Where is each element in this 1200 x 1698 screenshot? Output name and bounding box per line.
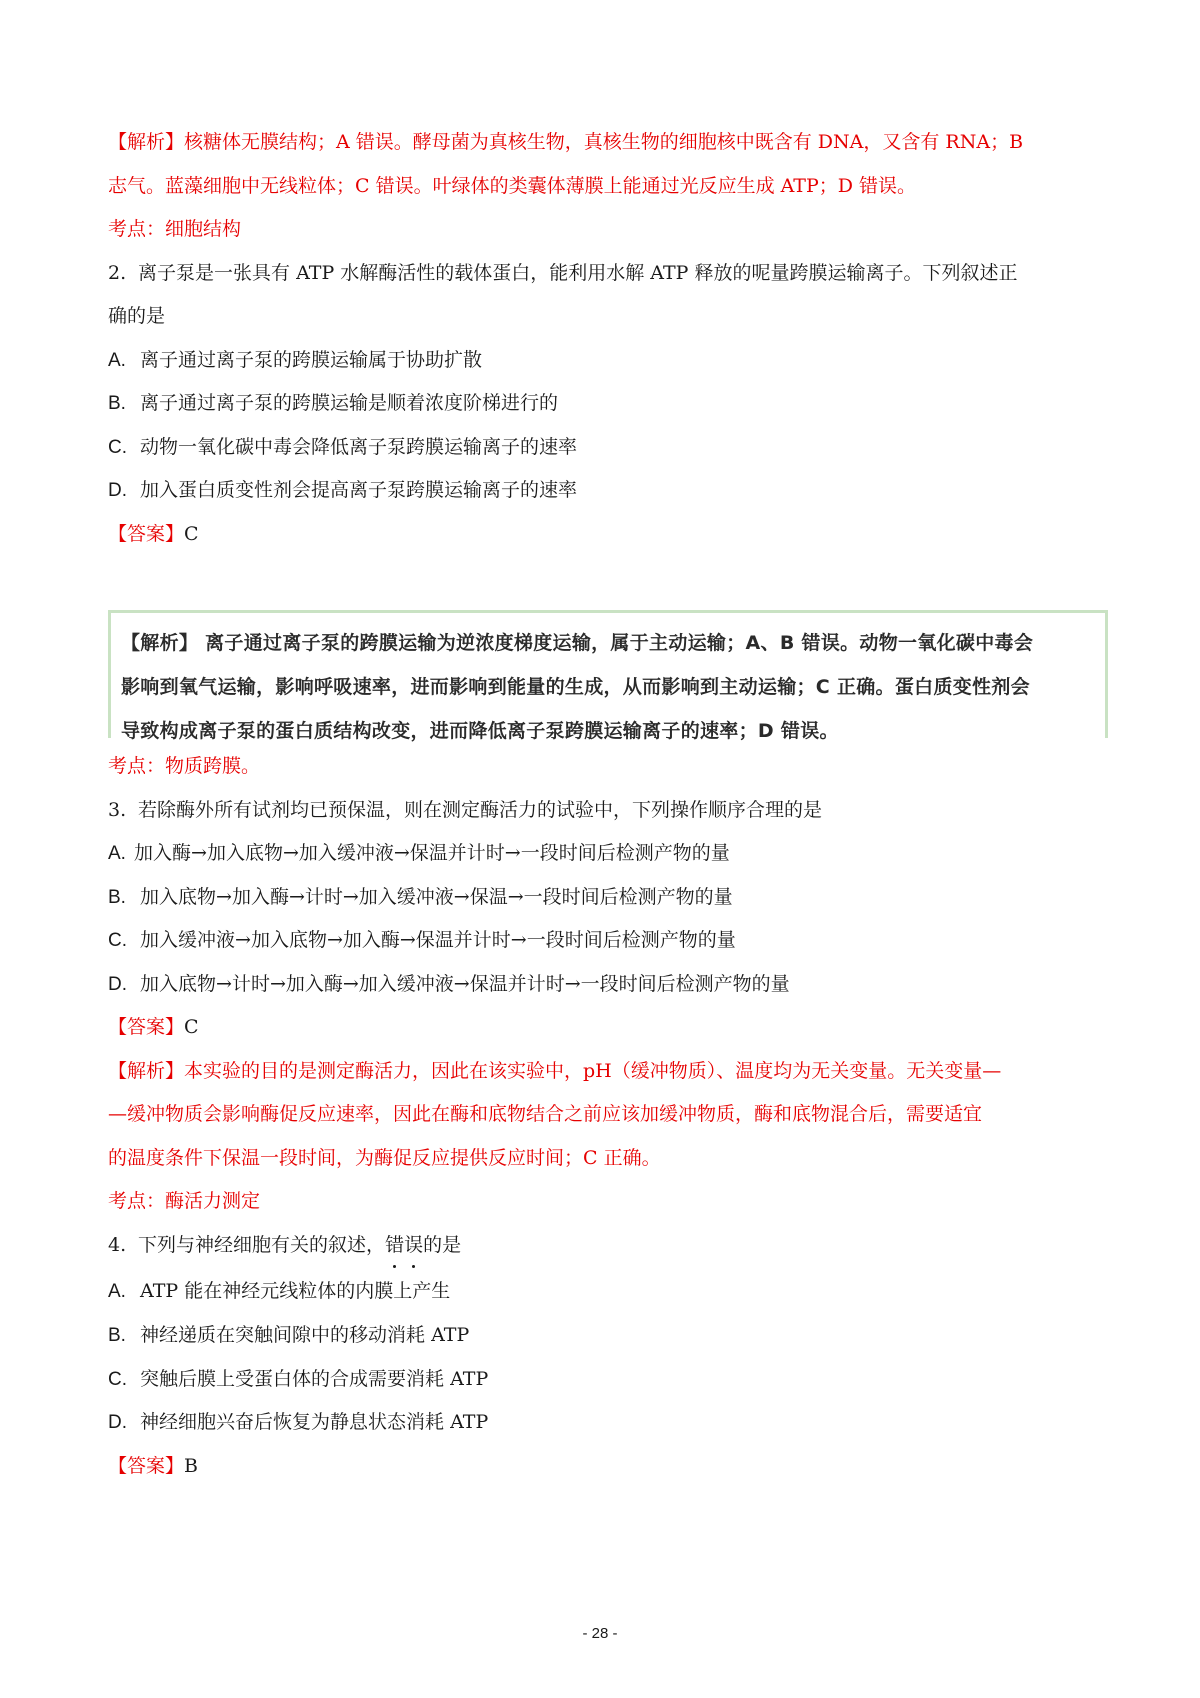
emphasis-char: 误 xyxy=(404,1231,423,1259)
q2-option-b xyxy=(108,389,1108,418)
q3-number: 3. xyxy=(108,799,127,821)
answer-label: 【答案】 xyxy=(108,1455,185,1477)
q2-stem-line-1 xyxy=(108,259,1108,287)
page-number: - 28 - xyxy=(582,1625,618,1642)
option-text: 加入酶→加入底物→加入缓冲液→保温并计时→一段时间后检测产物的量 xyxy=(134,842,730,864)
option-letter: C. xyxy=(108,930,127,951)
q3-stem xyxy=(108,796,1108,824)
option-text: 加入底物→计时→加入酶→加入缓冲液→保温并计时→一段时间后检测产物的量 xyxy=(140,973,790,995)
option-letter: D. xyxy=(108,480,127,501)
q3-answer xyxy=(108,1013,1108,1041)
q4-stem xyxy=(108,1231,1108,1259)
q3-analysis-line-3: 的温度条件下保温一段时间，为酶促反应提供反应时间；C 正确。 xyxy=(108,1147,661,1169)
q2-number: 2. xyxy=(108,262,127,284)
q4-option-b xyxy=(108,1321,1108,1350)
answer-value: C xyxy=(184,1016,199,1038)
q1-analysis-line-1: 【解析】核糖体无膜结构；A 错误。酵母菌为真核生物，真核生物的细胞核中既含有 DNA，又含有 RNA；B xyxy=(108,131,1024,153)
q3-stem-text: 若除酶外所有试剂均已预保温，则在测定酶活力的试验中，下列操作顺序合理的是 xyxy=(138,799,823,821)
q2-analysis-line-1: 【解析】 离子通过离子泵的跨膜运输为逆浓度梯度运输，属于主动运输；A、B 错误。动物一氧化碳中毒会 xyxy=(121,632,1034,654)
q2-option-d xyxy=(108,476,1108,505)
option-letter: B. xyxy=(108,1325,126,1346)
option-text: 加入缓冲液→加入底物→加入酶→保温并计时→一段时间后检测产物的量 xyxy=(140,929,736,951)
option-letter: A. xyxy=(108,843,126,864)
option-text: 神经细胞兴奋后恢复为静息状态消耗 ATP xyxy=(140,1411,489,1433)
option-text: 加入底物→加入酶→计时→加入缓冲液→保温→一段时间后检测产物的量 xyxy=(140,886,733,908)
q1-kaodian: 考点：细胞结构 xyxy=(108,218,242,240)
q3-option-a xyxy=(108,839,1108,868)
emphasis-char: 错 xyxy=(385,1231,404,1259)
q2-analysis-line-3: 导致构成离子泵的蛋白质结构改变，进而降低离子泵跨膜运输离子的速率；D 错误。 xyxy=(121,720,839,742)
q3-kaodian: 考点：酶活力测定 xyxy=(108,1190,261,1212)
option-letter: B. xyxy=(108,887,126,908)
q4-option-d xyxy=(108,1408,1108,1437)
option-text: ATP 能在神经元线粒体的内膜上产生 xyxy=(140,1280,451,1302)
q4-answer xyxy=(108,1452,1108,1480)
q3-option-c xyxy=(108,926,1108,955)
q2-option-a xyxy=(108,346,1108,375)
q3-option-b xyxy=(108,883,1108,912)
answer-label: 【答案】 xyxy=(108,1016,185,1038)
q4-stem-suffix: 的是 xyxy=(423,1234,462,1256)
q4-option-a xyxy=(108,1277,1108,1306)
q2-answer xyxy=(108,520,1108,548)
answer-value: C xyxy=(184,523,199,545)
option-text: 神经递质在突触间隙中的移动消耗 ATP xyxy=(140,1324,470,1346)
option-text: 动物一氧化碳中毒会降低离子泵跨膜运输离子的速率 xyxy=(140,436,578,458)
option-letter: A. xyxy=(108,350,126,371)
q2-stem-line-2: 确的是 xyxy=(108,305,166,327)
option-text: 突触后膜上受蛋白体的合成需要消耗 ATP xyxy=(140,1368,489,1390)
option-letter: A. xyxy=(108,1281,126,1302)
option-letter: D. xyxy=(108,974,127,995)
option-letter: B. xyxy=(108,393,126,414)
answer-label: 【答案】 xyxy=(108,523,185,545)
option-letter: D. xyxy=(108,1412,127,1433)
q4-stem-prefix: 下列与神经细胞有关的叙述， xyxy=(138,1234,386,1256)
option-text: 加入蛋白质变性剂会提高离子泵跨膜运输离子的速率 xyxy=(140,479,578,501)
option-text: 离子通过离子泵的跨膜运输属于协助扩散 xyxy=(140,349,483,371)
q3-analysis-line-2: —缓冲物质会影响酶促反应速率，因此在酶和底物结合之前应该加缓冲物质，酶和底物混合后，需要适宜 xyxy=(108,1103,983,1125)
q2-option-c xyxy=(108,433,1108,462)
option-text: 离子通过离子泵的跨膜运输是顺着浓度阶梯进行的 xyxy=(140,392,559,414)
q2-analysis-line-2: 影响到氧气运输，影响呼吸速率，进而影响到能量的生成，从而影响到主动运输；C 正确。蛋白质变性剂会 xyxy=(121,676,1030,698)
q2-analysis-image xyxy=(108,610,1108,742)
q1-analysis-line-2: 志气。蓝藻细胞中无线粒体；C 错误。叶绿体的类囊体薄膜上能通过光反应生成 ATP；D 错误。 xyxy=(108,175,917,197)
q2-kaodian: 考点：物质跨膜。 xyxy=(108,755,261,777)
q4-option-c xyxy=(108,1365,1108,1394)
option-letter: C. xyxy=(108,437,127,458)
q3-option-d xyxy=(108,970,1108,999)
answer-value: B xyxy=(184,1455,198,1477)
q4-number: 4. xyxy=(108,1234,127,1256)
q2-stem-text-1: 离子泵是一张具有 ATP 水解酶活性的载体蛋白，能利用水解 ATP 释放的呢量跨膜运输离子。下列叙述正 xyxy=(138,262,1018,284)
q3-analysis-line-1: 【解析】本实验的目的是测定酶活力，因此在该实验中，pH（缓冲物质）、温度均为无关变量。无关变量— xyxy=(108,1060,1002,1082)
option-letter: C. xyxy=(108,1369,127,1390)
